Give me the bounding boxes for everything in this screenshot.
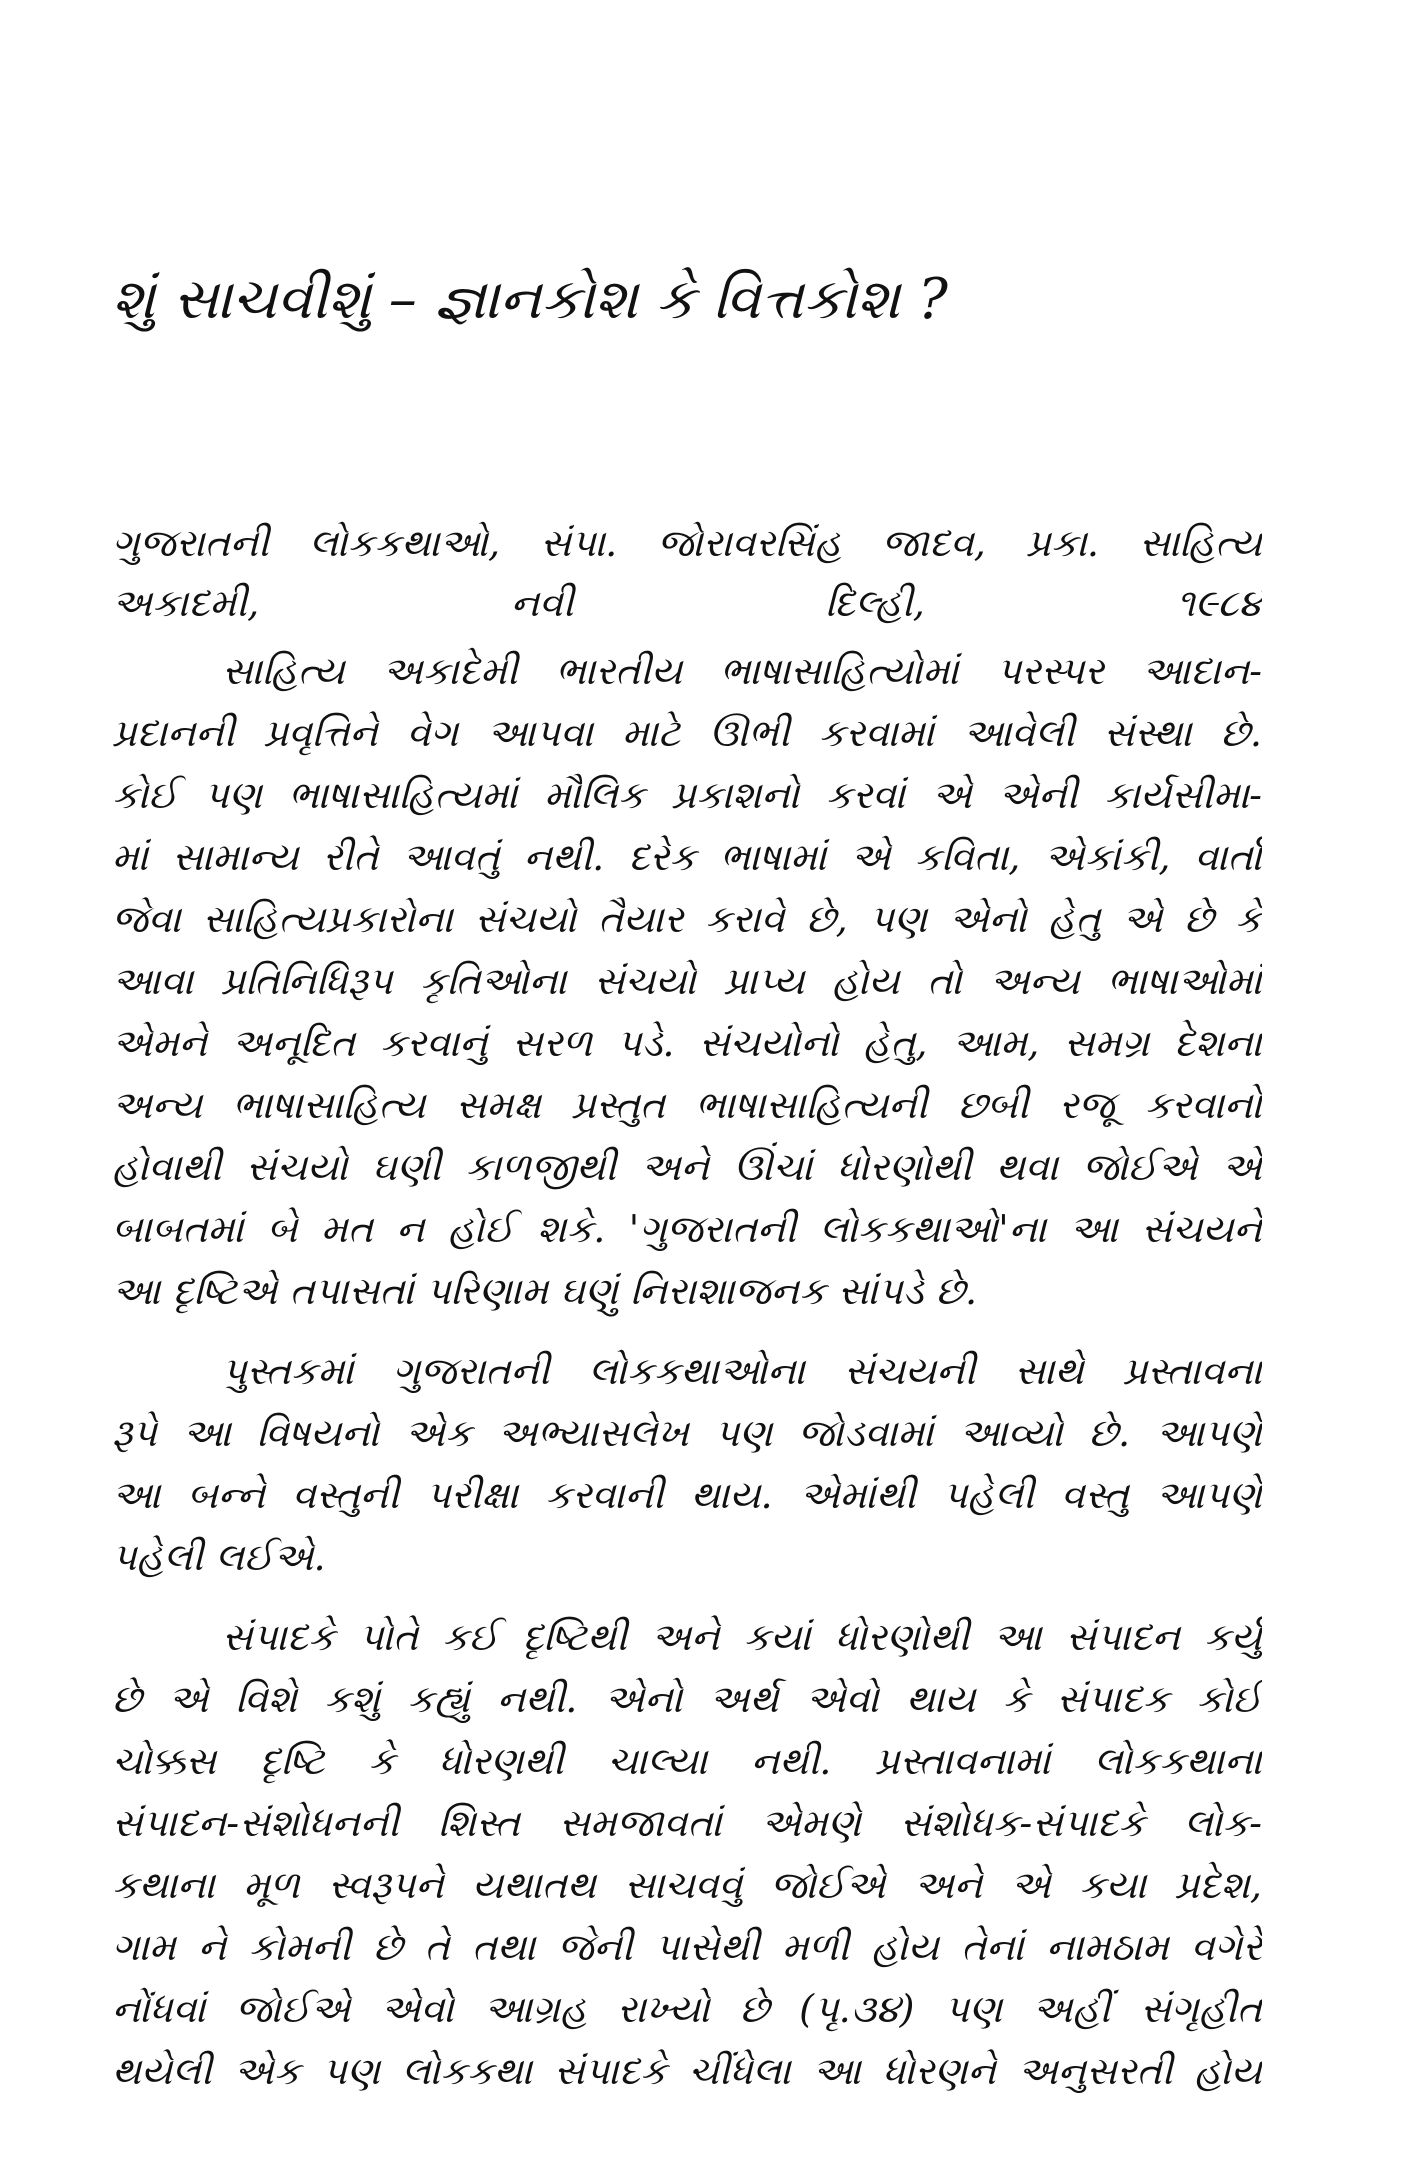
text-line: નોંધવાં જોઈએ એવો આગ્રહ રાખ્યો છે (પૃ.૩૪) પણ અહીં સંગૃહીત [112, 1987, 1262, 2031]
text-line: પ્રદાનની પ્રવૃત્તિને વેગ આપવા માટે ઊભી કરવામાં આવેલી સંસ્થા છે. [112, 711, 1262, 755]
text-line: આવા પ્રતિનિધિરૂપ કૃતિઓના સંચયો પ્રાપ્ય હોય તો અન્ય ભાષાઓમાં [112, 959, 1262, 1003]
text-line: કથાના મૂળ સ્વરૂપને યથાતથ સાચવવું જોઈએ અને એ કયા પ્રદેશ, [112, 1863, 1262, 1907]
paragraph [112, 1606, 1262, 2102]
chapter-title: શું સાચવીશું – જ્ઞાનકોશ કે વિત્તકોશ ? [112, 267, 948, 332]
paragraph [112, 640, 1262, 1322]
paragraph [112, 1340, 1262, 1588]
text-line: આ દૃષ્ટિએ તપાસતાં પરિણામ ઘણું નિરાશાજનક સાંપડે છે. [112, 1269, 978, 1313]
text-line: પહેલી લઈએ. [112, 1535, 326, 1579]
text-line: થયેલી એક પણ લોકકથા સંપાદકે ચીંધેલા આ ધોરણને અનુસરતી હોય [112, 2049, 1262, 2093]
text-line: અન્ય ભાષાસાહિત્ય સમક્ષ પ્રસ્તુત ભાષાસાહિત્યની છબી રજૂ કરવાનો [112, 1083, 1262, 1127]
text-line: જેવા સાહિત્યપ્રકારોના સંચયો તૈયાર કરાવે છે, પણ એનો હેતુ એ છે કે [112, 897, 1262, 941]
text-line: સંપાદકે પોતે કઈ દૃષ્ટિથી અને કયાં ધોરણોથી આ સંપાદન કર્યું [222, 1615, 1262, 1659]
text-line: માં સામાન્ય રીતે આવતું નથી. દરેક ભાષામાં એ કવિતા, એકાંકી, વાર્તા [112, 835, 1262, 879]
reference-line: અકાદમી, નવી દિલ્હી, ૧૯૮૪ [112, 581, 1262, 625]
text-line: પુસ્તકમાં ગુજરાતની લોકકથાઓના સંચયની સાથે પ્રસ્તાવના [222, 1349, 1262, 1393]
text-line: કોઈ પણ ભાષાસાહિત્યમાં મૌલિક પ્રકાશનો કરવાં એ એની કાર્યસીમા- [112, 773, 1262, 817]
text-line: રૂપે આ વિષયનો એક અભ્યાસલેખ પણ જોડવામાં આવ્યો છે. આપણે [112, 1411, 1262, 1455]
text-line: છે એ વિશે કશું કહ્યું નથી. એનો અર્થ એવો થાય કે સંપાદક કોઈ [112, 1677, 1262, 1721]
text-line: આ બન્ને વસ્તુની પરીક્ષા કરવાની થાય. એમાંથી પહેલી વસ્તુ આપણે [112, 1473, 1262, 1517]
reference-line: ગુજરાતની લોકકથાઓ, સંપા. જોરાવરસિંહ જાદવ, પ્રકા. સાહિત્ય [112, 521, 1262, 565]
body-text [112, 640, 1262, 2120]
text-line: સાહિત્ય અકાદેમી ભારતીય ભાષાસાહિત્યોમાં પરસ્પર આદાન- [222, 649, 1262, 693]
text-line: હોવાથી સંચયો ઘણી કાળજીથી અને ઊંચાં ધોરણોથી થવા જોઈએ એ [112, 1145, 1262, 1189]
text-line: બાબતમાં બે મત ન હોઈ શકે. 'ગુજરાતની લોકકથાઓ'ના આ સંચયને [112, 1207, 1262, 1251]
text-line: ચોક્કસ દૃષ્ટિ કે ધોરણથી ચાલ્યા નથી. પ્રસ્તાવનામાં લોકકથાના [112, 1739, 1262, 1783]
text-line: એમને અનૂદિત કરવાનું સરળ પડે. સંચયોનો હેતુ, આમ, સમગ્ર દેશના [112, 1021, 1262, 1065]
book-reference [112, 513, 1262, 633]
text-line: ગામ ને કોમની છે તે તથા જેની પાસેથી મળી હોય તેનાં નામઠામ વગેરે [112, 1925, 1262, 1969]
text-line: સંપાદન-સંશોધનની શિસ્ત સમજાવતાં એમણે સંશોધક-સંપાદકે લોક- [112, 1801, 1262, 1845]
